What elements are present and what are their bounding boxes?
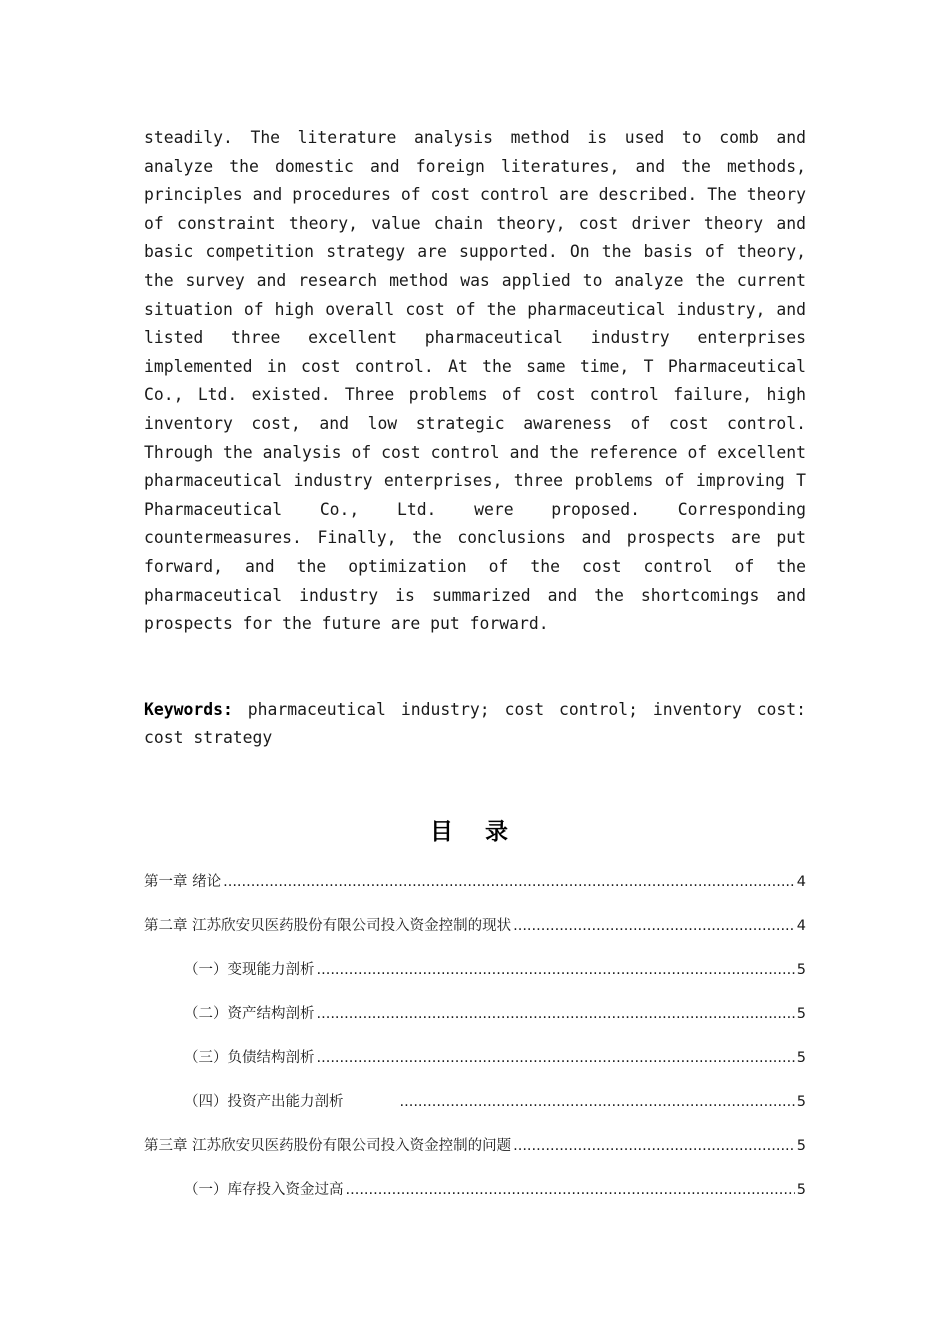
toc-leader-dots bbox=[317, 1006, 795, 1022]
toc-entry-label: （三）负债结构剖析 bbox=[184, 1049, 315, 1066]
toc-entry-label: 第二章 江苏欣安贝医药股份有限公司投入资金控制的现状 bbox=[144, 917, 512, 934]
toc-leader-dots bbox=[317, 1050, 795, 1066]
document-page bbox=[144, 124, 806, 1222]
toc-entry-page: 5 bbox=[796, 1181, 806, 1198]
toc-entry-page: 5 bbox=[796, 1137, 806, 1154]
toc-entry[interactable] bbox=[144, 1090, 806, 1134]
toc-entry-label: （二）资产结构剖析 bbox=[184, 1005, 315, 1022]
toc-leader-dots bbox=[513, 918, 795, 934]
toc-entry-page: 5 bbox=[796, 1005, 806, 1022]
toc-title: 目 录 bbox=[429, 818, 520, 845]
keywords-text: pharmaceutical industry; cost control; inventory cost: cost strategy bbox=[144, 699, 806, 748]
toc-entry-label: （一）变现能力剖析 bbox=[184, 961, 315, 978]
toc-entry-label: 第三章 江苏欣安贝医药股份有限公司投入资金控制的问题 bbox=[144, 1137, 512, 1154]
toc-leader-dots bbox=[317, 962, 795, 978]
toc-entry[interactable] bbox=[144, 958, 806, 1002]
keywords-line bbox=[144, 696, 806, 753]
toc-entry-page: 5 bbox=[796, 1093, 806, 1110]
toc-leader-dots bbox=[346, 1182, 795, 1198]
toc-leader-dots bbox=[400, 1094, 795, 1110]
toc-entry-page: 5 bbox=[796, 961, 806, 978]
toc-entry[interactable] bbox=[144, 1002, 806, 1046]
toc-entry-label: （四）投资产出能力剖析 bbox=[184, 1093, 344, 1110]
toc-entry-page: 4 bbox=[796, 873, 806, 890]
toc-entry[interactable] bbox=[144, 914, 806, 958]
toc-leader-dots bbox=[513, 1138, 795, 1154]
toc-entry-label: 第一章 绪论 bbox=[144, 873, 222, 890]
toc-entry-page: 5 bbox=[796, 1049, 806, 1066]
toc-entry-label: （一）库存投入资金过高 bbox=[184, 1181, 344, 1198]
keywords-label: Keywords: bbox=[144, 699, 233, 719]
toc-entry[interactable] bbox=[144, 1178, 806, 1222]
toc-leader-dots bbox=[223, 874, 795, 890]
toc-entry-page: 4 bbox=[796, 917, 806, 934]
toc-entry[interactable] bbox=[144, 1134, 806, 1178]
toc-entry[interactable] bbox=[144, 870, 806, 914]
table-of-contents bbox=[144, 870, 806, 1222]
toc-entry[interactable] bbox=[144, 1046, 806, 1090]
abstract-paragraph: steadily. The literature analysis method is used to comb and analyze the domestic and foreign literatures, and the methods, principles and procedures of cost control are described. The theory of constraint theory, value chain theory, cost driver theory and basic competition strategy are supported. On the basis of theory, the survey and research method was applied to analyze the current situation of high overall cost of the pharmaceutical industry, and listed three excellent pharmaceutical industry enterprises implemented in cost control. At the same time, T Pharmaceutical Co., Ltd. existed. Three problems of cost control failure, high inventory cost, and low strategic awareness of cost control. Through the analysis of cost control and the reference of excellent pharmaceutical industry enterprises, three problems of improving T Pharmaceutical Co., Ltd. were proposed. Corresponding countermeasures. Finally, the conclusions and prospects are put forward, and the optimization of the cost control of the pharmaceutical industry is summarized and the shortcomings and prospects for the future are put forward. bbox=[144, 128, 806, 634]
